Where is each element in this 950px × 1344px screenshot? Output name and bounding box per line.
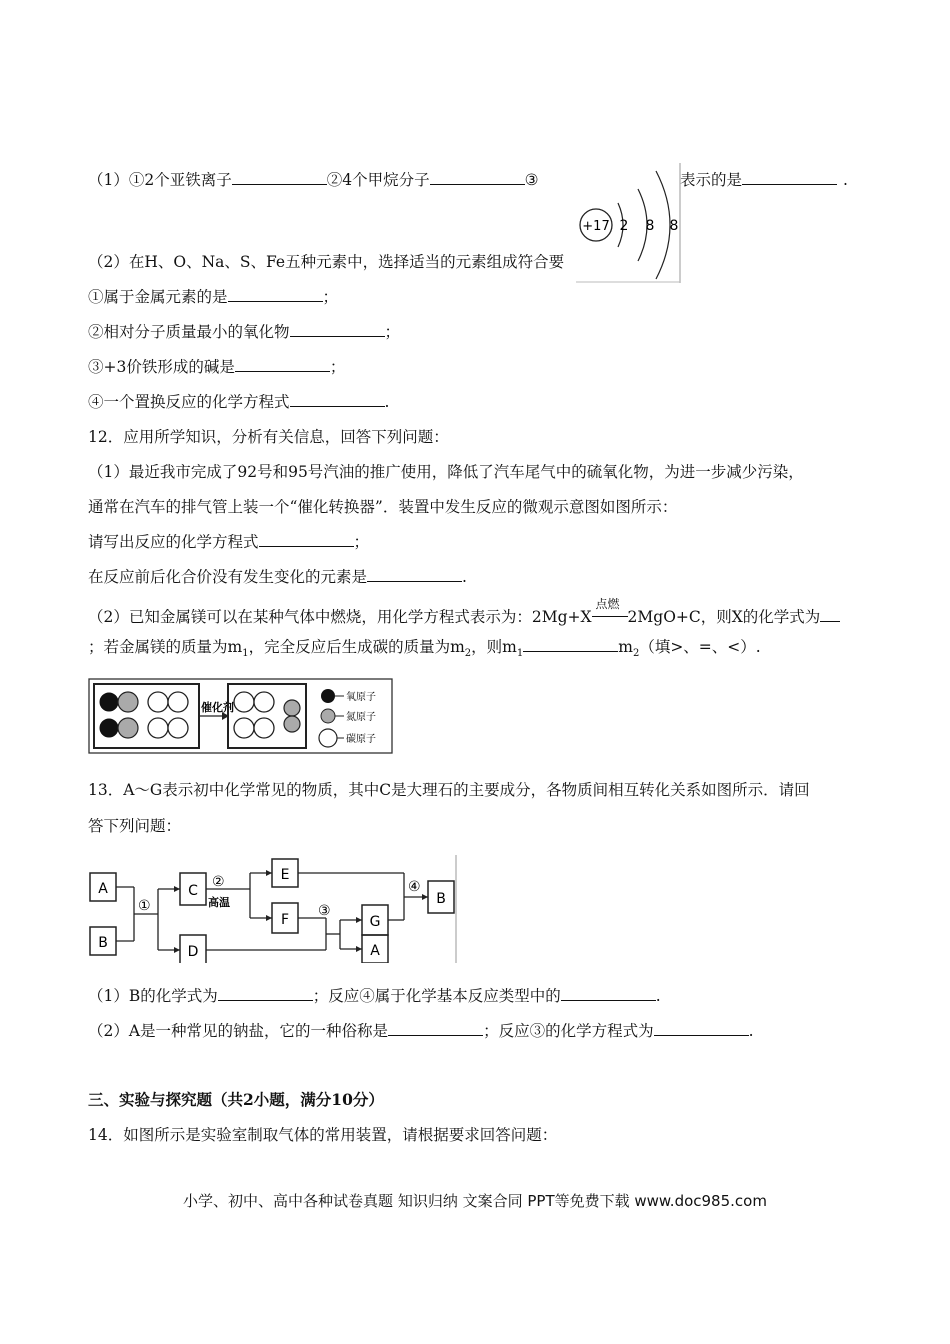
conversion-flow-diagram [86,855,458,963]
high-temp-label: 高温 [208,896,230,909]
text: . [748,1022,754,1040]
text: 2MgO+C，则X的化学式为 [627,608,821,626]
q11-item1 [88,287,338,307]
text: ①属于金属元素的是 [88,288,228,306]
carbon-atom [234,718,254,738]
node-b: B [98,935,108,951]
q13-title-line1: 13．A～G表示初中化学常见的物质，其中C是大理石的主要成分，各物质间相互转化关系如图所示．请回 [88,781,810,799]
oxygen-atom [100,719,118,737]
catalyst-label: 催化剂 [201,701,234,714]
node-d: D [187,944,199,960]
text: ； [384,323,401,341]
reaction-micro-diagram [88,678,398,756]
node-f: F [280,912,290,928]
subscript: 2 [632,648,640,660]
carbon-atom [148,718,168,738]
q12-part2-line1 [88,597,840,627]
q11-item4 [88,392,389,412]
text: （2）已知金属镁可以在某种气体中燃烧，用化学方程式表示为：2Mg+X [88,608,592,626]
text: ；若金属镁的质量为m [88,638,243,656]
carbon-atom [148,692,168,712]
q13-part2 [88,1021,754,1041]
q11-part2: （2）在H、O、Na、S、Fe五种元素中，选择适当的元素组成符合要 [88,253,565,271]
text: ； [329,358,346,376]
carbon-atom [234,692,254,712]
node-c: C [188,883,198,899]
node-a: A [98,881,108,897]
step-4-label: ④ [408,879,421,895]
q11-part1-tail [680,170,848,190]
subscript: 1 [516,648,524,660]
arrow-line [592,616,628,617]
text: 在反应前后化合价没有发生变化的元素是 [88,568,368,586]
answer-blank[interactable] [367,567,462,582]
text: . [462,568,467,586]
q12-part1-line3 [88,532,369,552]
shell-count: 8 [669,218,679,234]
page-footer: 小学、初中、高中各种试卷真题 知识归纳 文案合同 PPT等免费下载 www.doc985.com [183,1192,767,1210]
answer-blank[interactable] [430,170,525,185]
q11-item3 [88,357,345,377]
q12-part1-line2: 通常在汽车的排气管上装一个“催化转换器”．装置中发生反应的微观示意图如图所示： [88,498,678,516]
carbon-atom [254,718,274,738]
answer-blank[interactable] [654,1021,749,1036]
node-b-product: B [436,891,446,907]
q13-title-line2: 答下列问题： [88,817,182,835]
text: ，则m [471,638,517,656]
nitrogen-atom [284,700,300,716]
text: （1）①2个亚铁离子 [88,171,232,189]
text: ； [353,533,370,551]
answer-blank[interactable] [388,1021,483,1036]
condition-label: 点燃 [595,597,620,611]
text: （填>、=、<）. [639,638,761,656]
answer-blank[interactable] [523,637,618,652]
answer-blank[interactable] [290,322,385,337]
shell-count: 8 [645,218,655,234]
answer-blank[interactable] [218,986,313,1001]
subscript: 1 [242,648,249,660]
text: m [618,638,633,656]
reaction-condition-arrow [592,597,628,622]
text: ；反应③的化学方程式为 [483,1022,654,1040]
atom-structure-diagram [576,163,682,283]
text: . [843,171,848,189]
legend-nitrogen-symbol [321,709,335,723]
carbon-atom [254,692,274,712]
text: ； [322,288,339,306]
step-3-label: ③ [318,903,331,919]
answer-blank[interactable] [235,357,330,372]
text: ；反应④属于化学基本反应类型中的 [312,987,561,1005]
shell-arc [656,171,670,279]
q12-part1-line1: （1）最近我市完成了92号和95号汽油的推广使用，降低了汽车尾气中的硫氧化物，为进一步减少污染， [88,463,804,481]
answer-blank[interactable] [820,607,840,622]
section-3-heading: 三、实验与探究题（共2小题，满分10分） [88,1090,384,1109]
node-a-product: A [370,943,380,959]
answer-blank[interactable] [232,170,327,185]
subscript: 2 [464,648,472,660]
text: ②4个甲烷分子 [326,171,430,189]
carbon-atom [168,718,188,738]
answer-blank[interactable] [228,287,323,302]
legend-carbon-symbol [319,729,337,747]
answer-blank[interactable] [290,392,385,407]
legend-nitrogen-label: 氮原子 [346,712,376,723]
answer-blank[interactable] [259,532,354,547]
legend-oxygen-symbol [321,689,335,703]
nitrogen-atom [284,716,300,732]
q14-stem: 14．如图所示是实验室制取气体的常用装置，请根据要求回答问题： [88,1126,558,1144]
step-2-label: ② [212,874,225,890]
oxygen-atom [100,693,118,711]
text: ③ [524,171,539,189]
text: . [384,393,390,411]
answer-blank[interactable] [742,170,837,185]
text: ，完全反应后生成碳的质量为m [248,638,465,656]
nitrogen-atom [118,718,138,738]
legend-oxygen-label: 氧原子 [346,692,376,703]
q12-title: 12．应用所学知识，分析有关信息，回答下列问题： [88,428,449,446]
text: （2）A是一种常见的钠盐，它的一种俗称是 [88,1022,389,1040]
q12-part1-line4 [88,567,467,587]
step-1-label: ① [138,898,151,914]
q13-part1 [88,986,661,1006]
text: 表示的是 [680,171,743,189]
nucleus-label: +17 [582,219,610,234]
node-e: E [280,867,290,883]
nitrogen-atom [118,692,138,712]
text: . [655,987,661,1005]
q11-part1-line [88,170,539,190]
legend-carbon-label: 碳原子 [346,734,376,745]
carbon-atom [168,692,188,712]
text: ④一个置换反应的化学方程式 [88,393,290,411]
shell-count: 2 [619,218,629,234]
text: （1）B的化学式为 [88,987,218,1005]
text: ③+3价铁形成的碱是 [88,358,235,376]
text: ②相对分子质量最小的氧化物 [88,323,290,341]
answer-blank[interactable] [561,986,656,1001]
q12-part2-line2 [88,637,761,664]
q11-item2 [88,322,400,342]
text: 请写出反应的化学方程式 [88,533,259,551]
node-g: G [369,914,381,930]
